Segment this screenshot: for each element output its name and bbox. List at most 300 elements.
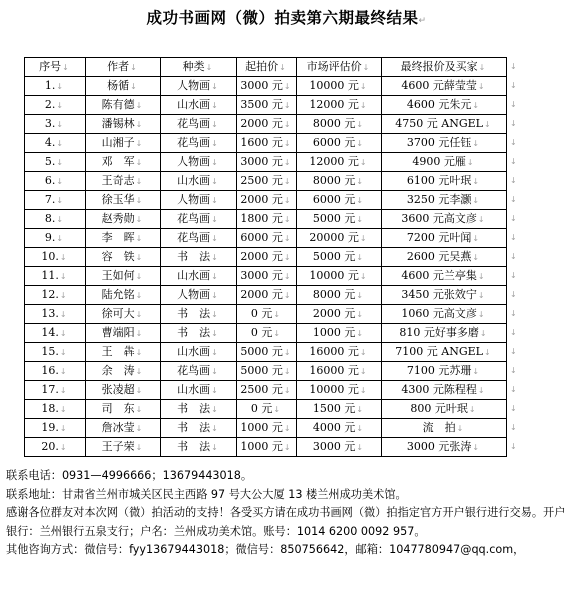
cell-end-mark-icon: ↓ bbox=[211, 272, 218, 281]
table-cell-text: 书 法 bbox=[177, 421, 211, 434]
table-cell-text: 曹端阳 bbox=[101, 326, 135, 339]
table-cell bbox=[25, 267, 86, 286]
table-cell-text: 6100 元叶珉 bbox=[406, 174, 472, 187]
table-cell-text: 16000 元 bbox=[309, 364, 359, 377]
row-number-dot: . bbox=[55, 364, 59, 377]
table-cell-text: 2 bbox=[44, 98, 52, 111]
table-cell bbox=[382, 324, 507, 343]
row-end-mark-icon: ↓ bbox=[510, 289, 517, 299]
table-cell bbox=[297, 115, 382, 134]
table-cell-text: 14 bbox=[41, 326, 56, 339]
cell-end-mark-icon: ↓ bbox=[135, 158, 143, 167]
table-cell bbox=[161, 229, 237, 248]
row-end-mark-icon: ↓ bbox=[510, 346, 517, 356]
table-cell-text: 人物画 bbox=[177, 288, 211, 301]
table-cell bbox=[382, 153, 507, 172]
table-cell-text: 4600 元朱元 bbox=[406, 98, 472, 111]
table-cell-text: 8 bbox=[44, 212, 52, 225]
table-cell bbox=[237, 419, 297, 438]
row-end-mark-icon: ↓ bbox=[510, 270, 517, 280]
table-row bbox=[25, 381, 507, 400]
cell-end-mark-icon: ↓ bbox=[135, 348, 143, 357]
table-row bbox=[25, 324, 507, 343]
cell-end-mark-icon: ↓ bbox=[359, 101, 367, 110]
table-cell bbox=[297, 172, 382, 191]
table-cell-text: 1600 元 bbox=[240, 136, 283, 149]
table-row bbox=[25, 419, 507, 438]
row-end-mark-icon: ↓ bbox=[510, 213, 517, 223]
cell-end-mark-icon: ↓ bbox=[356, 253, 364, 262]
table-cell-text: 6000 元 bbox=[312, 193, 356, 206]
cell-end-mark-icon: ↓ bbox=[135, 215, 143, 224]
row-end-mark-icon: ↓ bbox=[510, 422, 517, 432]
row-number-dot: . bbox=[55, 383, 59, 396]
table-row bbox=[25, 400, 507, 419]
table-cell-text: 2500 元 bbox=[240, 383, 283, 396]
cell-end-mark-icon: ↓ bbox=[59, 272, 67, 281]
table-cell-text: 2600 元吴燕 bbox=[406, 250, 472, 263]
table-cell-text: 邓 军 bbox=[101, 155, 135, 168]
row-number-dot: . bbox=[55, 326, 59, 339]
table-cell-text: 2000 元 bbox=[240, 288, 283, 301]
cell-end-mark-icon: ↓ bbox=[211, 424, 218, 433]
table-cell bbox=[382, 381, 507, 400]
table-cell-text: 18 bbox=[41, 402, 56, 415]
column-header bbox=[382, 58, 507, 77]
table-cell-text: 余 涛 bbox=[101, 364, 135, 377]
column-header-label: 起拍价 bbox=[245, 60, 279, 73]
table-cell bbox=[297, 248, 382, 267]
table-cell-text: 书 法 bbox=[177, 307, 211, 320]
table-cell bbox=[382, 400, 507, 419]
cell-end-mark-icon: ↓ bbox=[130, 63, 137, 72]
cell-end-mark-icon: ↓ bbox=[135, 177, 143, 186]
table-cell-text: 花鸟画 bbox=[177, 136, 211, 149]
row-end-mark-icon: ↓ bbox=[510, 403, 517, 413]
table-cell bbox=[382, 77, 507, 96]
cell-end-mark-icon: ↓ bbox=[135, 234, 143, 243]
cell-end-mark-icon: ↓ bbox=[356, 196, 364, 205]
table-cell bbox=[161, 286, 237, 305]
table-cell bbox=[237, 286, 297, 305]
cell-end-mark-icon: ↓ bbox=[211, 291, 218, 300]
row-number-dot: . bbox=[55, 269, 59, 282]
cell-end-mark-icon: ↓ bbox=[356, 139, 364, 148]
row-number-dot: . bbox=[55, 440, 59, 453]
table-cell-text: 2500 元 bbox=[240, 174, 283, 187]
table-cell-text: 8000 元 bbox=[312, 174, 356, 187]
table-row bbox=[25, 248, 507, 267]
cell-end-mark-icon: ↓ bbox=[56, 177, 64, 186]
table-cell-text: 书 法 bbox=[177, 250, 211, 263]
cell-end-mark-icon: ↓ bbox=[472, 234, 480, 243]
table-cell-text: 800 元叶珉 bbox=[410, 402, 468, 415]
table-cell bbox=[86, 305, 161, 324]
table-cell bbox=[25, 286, 86, 305]
cell-end-mark-icon: ↓ bbox=[135, 272, 143, 281]
cell-end-mark-icon: ↓ bbox=[211, 120, 218, 129]
table-cell-text: 3000 元 bbox=[240, 155, 283, 168]
table-cell bbox=[237, 191, 297, 210]
table-row bbox=[25, 229, 507, 248]
cell-end-mark-icon: ↓ bbox=[283, 367, 291, 376]
table-cell-text: 张凌超 bbox=[101, 383, 135, 396]
table-cell bbox=[161, 77, 237, 96]
cell-end-mark-icon: ↓ bbox=[283, 234, 291, 243]
cell-end-mark-icon: ↓ bbox=[472, 177, 480, 186]
table-cell bbox=[86, 381, 161, 400]
table-cell bbox=[25, 115, 86, 134]
cell-end-mark-icon: ↓ bbox=[59, 310, 67, 319]
table-cell bbox=[382, 96, 507, 115]
table-cell bbox=[297, 286, 382, 305]
table-cell bbox=[297, 362, 382, 381]
table-cell bbox=[237, 381, 297, 400]
table-cell bbox=[86, 96, 161, 115]
table-cell bbox=[25, 419, 86, 438]
row-end-mark-icon: ↓ bbox=[510, 194, 517, 204]
cell-end-mark-icon: ↓ bbox=[211, 310, 218, 319]
cell-end-mark-icon: ↓ bbox=[466, 158, 474, 167]
row-end-mark-icon: ↓ bbox=[510, 156, 517, 166]
table-cell bbox=[86, 153, 161, 172]
table-cell bbox=[25, 343, 86, 362]
table-row bbox=[25, 362, 507, 381]
document-title bbox=[0, 8, 573, 31]
cell-end-mark-icon: ↓ bbox=[456, 424, 464, 433]
table-cell bbox=[382, 248, 507, 267]
table-cell bbox=[382, 210, 507, 229]
table-cell bbox=[382, 419, 507, 438]
row-number-dot: . bbox=[51, 174, 56, 187]
table-cell bbox=[25, 77, 86, 96]
table-cell-text: 12000 元 bbox=[309, 98, 359, 111]
cell-end-mark-icon: ↓ bbox=[59, 329, 67, 338]
row-end-mark-icon: ↓ bbox=[510, 308, 517, 318]
cell-end-mark-icon: ↓ bbox=[135, 101, 143, 110]
cell-end-mark-icon: ↓ bbox=[59, 443, 67, 452]
table-cell bbox=[297, 324, 382, 343]
row-number-dot: . bbox=[51, 79, 56, 92]
table-cell bbox=[297, 229, 382, 248]
table-cell-text: 0 元 bbox=[250, 307, 273, 320]
column-header bbox=[297, 58, 382, 77]
table-cell bbox=[237, 96, 297, 115]
table-cell bbox=[161, 153, 237, 172]
table-cell-text: 1500 元 bbox=[312, 402, 356, 415]
cell-end-mark-icon: ↓ bbox=[211, 139, 218, 148]
contact-address: 联系地址：甘肃省兰州市城关区民主西路 97 号大公大厦 13 楼兰州成功美术馆。 bbox=[6, 487, 407, 501]
table-cell bbox=[25, 248, 86, 267]
cell-end-mark-icon: ↓ bbox=[59, 424, 67, 433]
cell-end-mark-icon: ↓ bbox=[478, 63, 486, 72]
table-cell-text: 书 法 bbox=[177, 326, 211, 339]
table-cell-text: 12 bbox=[41, 288, 56, 301]
row-number-dot: . bbox=[55, 421, 59, 434]
cell-end-mark-icon: ↓ bbox=[356, 177, 364, 186]
table-row bbox=[25, 191, 507, 210]
table-cell bbox=[297, 191, 382, 210]
row-end-mark-icon: ↓ bbox=[510, 365, 517, 375]
table-cell bbox=[237, 400, 297, 419]
cell-end-mark-icon: ↓ bbox=[211, 196, 218, 205]
table-cell bbox=[161, 191, 237, 210]
table-cell-text: 徐玉华 bbox=[101, 193, 135, 206]
table-cell bbox=[25, 362, 86, 381]
table-cell bbox=[297, 419, 382, 438]
table-cell-text: 5 bbox=[44, 155, 52, 168]
cell-end-mark-icon: ↓ bbox=[472, 139, 480, 148]
table-cell-text: 陈有德 bbox=[101, 98, 135, 111]
table-cell bbox=[161, 438, 237, 457]
table-cell bbox=[237, 267, 297, 286]
table-cell bbox=[86, 400, 161, 419]
table-cell bbox=[86, 134, 161, 153]
cell-end-mark-icon: ↓ bbox=[283, 101, 291, 110]
cell-end-mark-icon: ↓ bbox=[356, 424, 364, 433]
table-cell-text: 3000 元 bbox=[240, 269, 283, 282]
table-cell-text: 3600 元高文彦 bbox=[401, 212, 477, 225]
cell-end-mark-icon: ↓ bbox=[135, 367, 143, 376]
cell-end-mark-icon: ↓ bbox=[472, 443, 480, 452]
table-cell bbox=[382, 134, 507, 153]
cell-end-mark-icon: ↓ bbox=[283, 348, 291, 357]
cell-end-mark-icon: ↓ bbox=[477, 310, 485, 319]
cell-end-mark-icon: ↓ bbox=[211, 386, 218, 395]
table-cell-text: 7100 元苏珊 bbox=[406, 364, 472, 377]
table-cell bbox=[382, 191, 507, 210]
table-cell-text: 2000 元 bbox=[240, 250, 283, 263]
table-cell-text: 16000 元 bbox=[309, 345, 359, 358]
row-end-mark-icon: ↓ bbox=[510, 251, 517, 261]
table-cell-text: 1000 元 bbox=[240, 440, 283, 453]
table-cell-text: 4600 元薛莹莹 bbox=[401, 79, 477, 92]
cell-end-mark-icon: ↓ bbox=[56, 196, 64, 205]
row-end-mark-icon: ↓ bbox=[510, 327, 517, 337]
table-cell bbox=[382, 286, 507, 305]
table-row bbox=[25, 153, 507, 172]
table-cell bbox=[382, 172, 507, 191]
row-number-dot: . bbox=[55, 250, 59, 263]
table-cell-text: 6000 元 bbox=[312, 136, 356, 149]
row-number-dot: . bbox=[55, 402, 59, 415]
table-cell bbox=[25, 400, 86, 419]
table-cell-text: 王奇志 bbox=[101, 174, 135, 187]
cell-end-mark-icon: ↓ bbox=[477, 82, 485, 91]
row-number-dot: . bbox=[55, 288, 59, 301]
cell-end-mark-icon: ↓ bbox=[283, 120, 291, 129]
table-cell-text: 1 bbox=[44, 79, 52, 92]
table-cell bbox=[161, 248, 237, 267]
transaction-notice: 感谢各位群友对本次网（微）拍活动的支持！各受买方请在成功书画网（微）拍指定官方开户银行进行交易。开户银行：兰州银行五泉支行；户名：兰州成功美术馆。账号：1014 6200 0092 957。 bbox=[6, 506, 566, 538]
cell-end-mark-icon: ↓ bbox=[283, 158, 291, 167]
table-cell-text: 王子荣 bbox=[101, 440, 135, 453]
cell-end-mark-icon: ↓ bbox=[135, 120, 143, 129]
table-cell bbox=[161, 324, 237, 343]
table-cell bbox=[237, 305, 297, 324]
table-cell bbox=[161, 172, 237, 191]
cell-end-mark-icon: ↓ bbox=[211, 101, 218, 110]
table-cell bbox=[86, 438, 161, 457]
table-cell bbox=[86, 324, 161, 343]
row-end-mark-icon: ↓ bbox=[510, 175, 517, 185]
table-cell bbox=[161, 362, 237, 381]
table-row bbox=[25, 286, 507, 305]
table-cell-text: 8000 元 bbox=[312, 117, 356, 130]
cell-end-mark-icon: ↓ bbox=[356, 310, 364, 319]
table-cell-text: 山水画 bbox=[177, 98, 211, 111]
table-cell bbox=[382, 343, 507, 362]
table-cell bbox=[86, 229, 161, 248]
table-cell-text: 人物画 bbox=[177, 193, 211, 206]
cell-end-mark-icon: ↓ bbox=[59, 386, 67, 395]
cell-end-mark-icon: ↓ bbox=[477, 272, 485, 281]
table-cell-text: 0 元 bbox=[250, 326, 273, 339]
table-cell bbox=[382, 305, 507, 324]
cell-end-mark-icon: ↓ bbox=[135, 291, 143, 300]
table-cell-text: 10000 元 bbox=[309, 383, 359, 396]
table-cell-text: 人物画 bbox=[177, 79, 211, 92]
table-cell bbox=[86, 267, 161, 286]
table-cell bbox=[161, 419, 237, 438]
cell-end-mark-icon: ↓ bbox=[279, 63, 286, 72]
cell-end-mark-icon: ↓ bbox=[211, 158, 218, 167]
cell-end-mark-icon: ↓ bbox=[135, 253, 143, 262]
cell-end-mark-icon: ↓ bbox=[135, 329, 143, 338]
cell-end-mark-icon: ↓ bbox=[359, 82, 367, 91]
table-cell bbox=[25, 229, 86, 248]
cell-end-mark-icon: ↓ bbox=[283, 139, 291, 148]
table-row bbox=[25, 343, 507, 362]
table-cell bbox=[25, 153, 86, 172]
table-cell-text: 2000 元 bbox=[240, 193, 283, 206]
cell-end-mark-icon: ↓ bbox=[283, 196, 291, 205]
table-cell bbox=[25, 305, 86, 324]
table-cell-text: 7100 元 ANGEL bbox=[395, 345, 483, 358]
table-cell-text: 4750 元 ANGEL bbox=[395, 117, 483, 130]
table-cell bbox=[161, 267, 237, 286]
cell-end-mark-icon: ↓ bbox=[205, 63, 213, 72]
table-row bbox=[25, 77, 507, 96]
table-cell-text: 4 bbox=[44, 136, 52, 149]
column-header bbox=[161, 58, 237, 77]
table-row bbox=[25, 305, 507, 324]
cell-end-mark-icon: ↓ bbox=[472, 367, 480, 376]
table-cell bbox=[237, 438, 297, 457]
table-cell-text: 10000 元 bbox=[309, 79, 359, 92]
table-cell-text: 王如何 bbox=[101, 269, 135, 282]
table-cell-text: 4300 元陈程程 bbox=[401, 383, 477, 396]
cell-end-mark-icon: ↓ bbox=[273, 405, 281, 414]
table-cell-text: 山水画 bbox=[177, 174, 211, 187]
table-cell-text: 7200 元叶闻 bbox=[406, 231, 472, 244]
cell-end-mark-icon: ↓ bbox=[211, 443, 218, 452]
table-cell-text: 书 法 bbox=[177, 402, 211, 415]
table-cell bbox=[25, 134, 86, 153]
table-cell bbox=[86, 172, 161, 191]
cell-end-mark-icon: ↓ bbox=[283, 291, 291, 300]
table-cell-text: 山水画 bbox=[177, 269, 211, 282]
cell-end-mark-icon: ↓ bbox=[283, 272, 291, 281]
table-cell bbox=[161, 381, 237, 400]
cell-end-mark-icon: ↓ bbox=[273, 310, 281, 319]
table-cell-text: 杨循 bbox=[107, 79, 130, 92]
cell-end-mark-icon: ↓ bbox=[483, 120, 491, 129]
table-cell-text: 810 元好事多磨 bbox=[399, 326, 479, 339]
table-cell-text: 花鸟画 bbox=[177, 212, 211, 225]
cell-end-mark-icon: ↓ bbox=[472, 253, 480, 262]
row-end-mark-icon: ↓ bbox=[510, 384, 517, 394]
cell-end-mark-icon: ↓ bbox=[477, 215, 485, 224]
cell-end-mark-icon: ↓ bbox=[211, 234, 218, 243]
cell-end-mark-icon: ↓ bbox=[56, 215, 64, 224]
table-cell-text: 5000 元 bbox=[312, 212, 356, 225]
table-cell bbox=[237, 343, 297, 362]
table-cell bbox=[161, 96, 237, 115]
table-cell-text: 1000 元 bbox=[240, 421, 283, 434]
table-row bbox=[25, 134, 507, 153]
table-cell bbox=[86, 77, 161, 96]
table-cell bbox=[161, 343, 237, 362]
table-cell-text: 花鸟画 bbox=[177, 364, 211, 377]
table-cell-text: 6000 元 bbox=[240, 231, 283, 244]
table-cell-text: 12000 元 bbox=[309, 155, 359, 168]
table-cell bbox=[237, 362, 297, 381]
table-cell-text: 1060 元高文彦 bbox=[401, 307, 477, 320]
column-header-label: 最终报价及买家 bbox=[400, 60, 478, 73]
cell-end-mark-icon: ↓ bbox=[356, 329, 364, 338]
cell-end-mark-icon: ↓ bbox=[483, 348, 491, 357]
table-cell-text: 4900 元雁 bbox=[412, 155, 466, 168]
cell-end-mark-icon: ↓ bbox=[356, 405, 364, 414]
table-cell-text: 花鸟画 bbox=[177, 231, 211, 244]
table-cell-text: 容 铁 bbox=[101, 250, 135, 263]
table-cell-text: 司 东 bbox=[101, 402, 135, 415]
cell-end-mark-icon: ↓ bbox=[362, 63, 370, 72]
column-header bbox=[25, 58, 86, 77]
table-cell bbox=[86, 210, 161, 229]
cell-end-mark-icon: ↓ bbox=[359, 348, 367, 357]
cell-end-mark-icon: ↓ bbox=[273, 329, 281, 338]
table-cell-text: 20000 元 bbox=[309, 231, 359, 244]
table-cell bbox=[25, 210, 86, 229]
table-cell-text: 10000 元 bbox=[309, 269, 359, 282]
cell-end-mark-icon: ↓ bbox=[359, 272, 367, 281]
table-row bbox=[25, 438, 507, 457]
cell-end-mark-icon: ↓ bbox=[356, 120, 364, 129]
table-cell-text: 3 bbox=[44, 117, 52, 130]
table-row bbox=[25, 96, 507, 115]
table-cell-text: 2000 元 bbox=[312, 307, 356, 320]
table-cell bbox=[25, 172, 86, 191]
table-cell bbox=[382, 438, 507, 457]
table-cell bbox=[237, 134, 297, 153]
table-row bbox=[25, 267, 507, 286]
column-header bbox=[237, 58, 297, 77]
table-cell bbox=[237, 153, 297, 172]
column-header-label: 作者 bbox=[107, 60, 130, 73]
table-cell-text: 0 元 bbox=[250, 402, 273, 415]
table-cell-text: 书 法 bbox=[177, 440, 211, 453]
table-cell bbox=[297, 96, 382, 115]
auction-results-table bbox=[24, 57, 507, 457]
cell-end-mark-icon: ↓ bbox=[211, 405, 218, 414]
column-header bbox=[86, 58, 161, 77]
cell-end-mark-icon: ↓ bbox=[283, 82, 291, 91]
table-cell-text: 3700 元任钰 bbox=[406, 136, 472, 149]
table-cell bbox=[297, 343, 382, 362]
table-cell bbox=[86, 191, 161, 210]
